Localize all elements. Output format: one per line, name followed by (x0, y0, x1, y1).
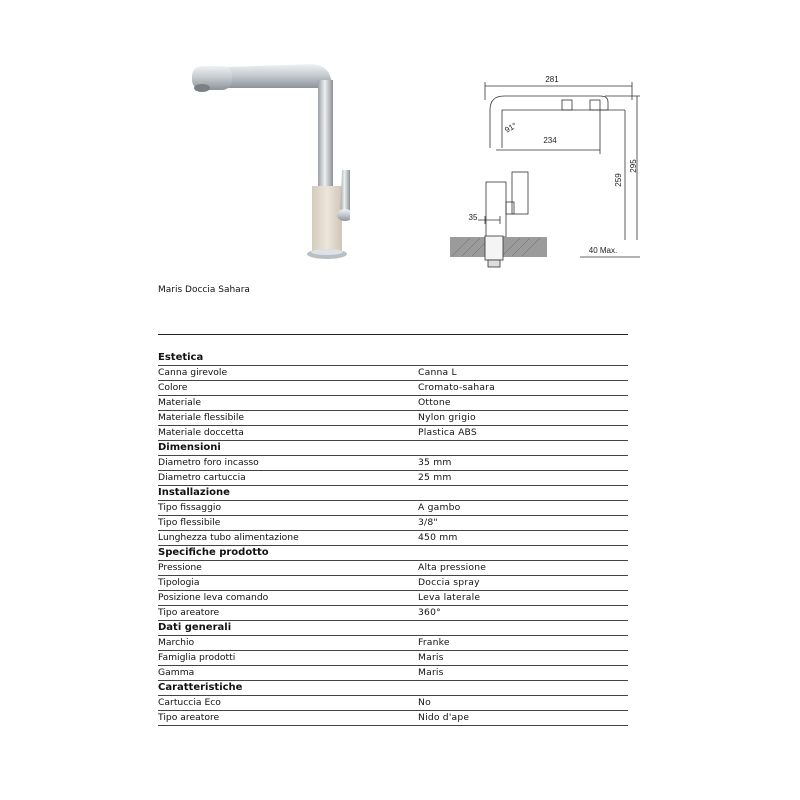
spec-value: Plastica ABS (418, 427, 477, 438)
spec-row (158, 591, 628, 606)
spec-key: Lunghezza tubo alimentazione (158, 532, 299, 543)
dim-259-label: 259 (614, 173, 623, 187)
spec-key: Tipo flessibile (158, 517, 221, 528)
spec-key: Materiale doccetta (158, 427, 244, 438)
spec-row (158, 636, 628, 651)
spec-row (158, 651, 628, 666)
dim-234-label: 234 (543, 136, 557, 145)
spec-section-title: Caratteristiche (158, 682, 243, 693)
spec-key: Gamma (158, 667, 195, 678)
spec-key: Posizione leva comando (158, 592, 269, 603)
dim-91-label: 91° (503, 120, 519, 135)
spec-value: 450 mm (418, 532, 458, 543)
spec-row (158, 471, 628, 486)
spec-value: Alta pressione (418, 562, 487, 573)
spec-section-header (158, 441, 628, 456)
spec-row (158, 381, 628, 396)
spec-section-title: Specifiche prodotto (158, 547, 269, 558)
spec-value: 25 mm (418, 472, 452, 483)
spec-value: Nido d'ape (418, 712, 470, 723)
spec-value: 3/8" (418, 517, 438, 528)
spec-section-header (158, 486, 628, 501)
spec-key: Marchio (158, 637, 195, 648)
spec-key: Cartuccia Eco (158, 697, 221, 708)
spec-row (158, 456, 628, 471)
spec-row (158, 411, 628, 426)
spec-section-title: Estetica (158, 352, 204, 363)
technical-dimension-drawing (440, 70, 640, 270)
spec-value: 35 mm (418, 457, 452, 468)
spec-row (158, 561, 628, 576)
spec-table (158, 351, 628, 726)
spec-section-header (158, 621, 628, 636)
spec-row (158, 516, 628, 531)
spec-value: Maris (418, 652, 444, 663)
spec-row (158, 366, 628, 381)
spec-section-title: Dati generali (158, 622, 232, 633)
spec-value: Maris (418, 667, 444, 678)
spec-key: Tipo areatore (158, 607, 220, 618)
spec-value: Cromato-sahara (418, 382, 495, 393)
spec-key: Diametro foro incasso (158, 457, 259, 468)
spec-section-title: Installazione (158, 487, 230, 498)
spec-row (158, 711, 628, 726)
spec-row (158, 426, 628, 441)
spec-section-header (158, 681, 628, 696)
spec-section-header (158, 351, 628, 366)
spec-row (158, 396, 628, 411)
divider (158, 334, 628, 335)
spec-value: Canna L (418, 367, 457, 378)
spec-value: 360° (418, 607, 441, 618)
spec-value: Franke (418, 637, 450, 648)
spec-row (158, 696, 628, 711)
dim-40max-label: 40 Max. (588, 246, 618, 255)
spec-row (158, 606, 628, 621)
spec-row (158, 576, 628, 591)
spec-key: Tipo fissaggio (158, 502, 222, 513)
spec-value: Leva laterale (418, 592, 481, 603)
spec-key: Materiale (158, 397, 201, 408)
dim-295-label: 295 (629, 159, 638, 173)
spec-value: Doccia spray (418, 577, 480, 588)
spec-key: Colore (158, 382, 188, 393)
spec-value: Nylon grigio (418, 412, 476, 423)
spec-value: Ottone (418, 397, 451, 408)
spec-key: Famiglia prodotti (158, 652, 236, 663)
spec-key: Canna girevole (158, 367, 228, 378)
dim-281-label: 281 (545, 75, 559, 84)
product-caption: Maris Doccia Sahara (158, 285, 250, 295)
faucet-product-image (180, 58, 350, 263)
spec-key: Pressione (158, 562, 202, 573)
spec-row (158, 666, 628, 681)
spec-key: Tipo areatore (158, 712, 220, 723)
spec-row (158, 531, 628, 546)
spec-row (158, 501, 628, 516)
spec-value: No (418, 697, 431, 708)
spec-section-header (158, 546, 628, 561)
spec-value: A gambo (418, 502, 461, 513)
spec-section-title: Dimensioni (158, 442, 221, 453)
spec-key: Tipologia (158, 577, 200, 588)
dim-35-label: 35 (468, 213, 478, 222)
spec-key: Materiale flessibile (158, 412, 245, 423)
spec-key: Diametro cartuccia (158, 472, 246, 483)
